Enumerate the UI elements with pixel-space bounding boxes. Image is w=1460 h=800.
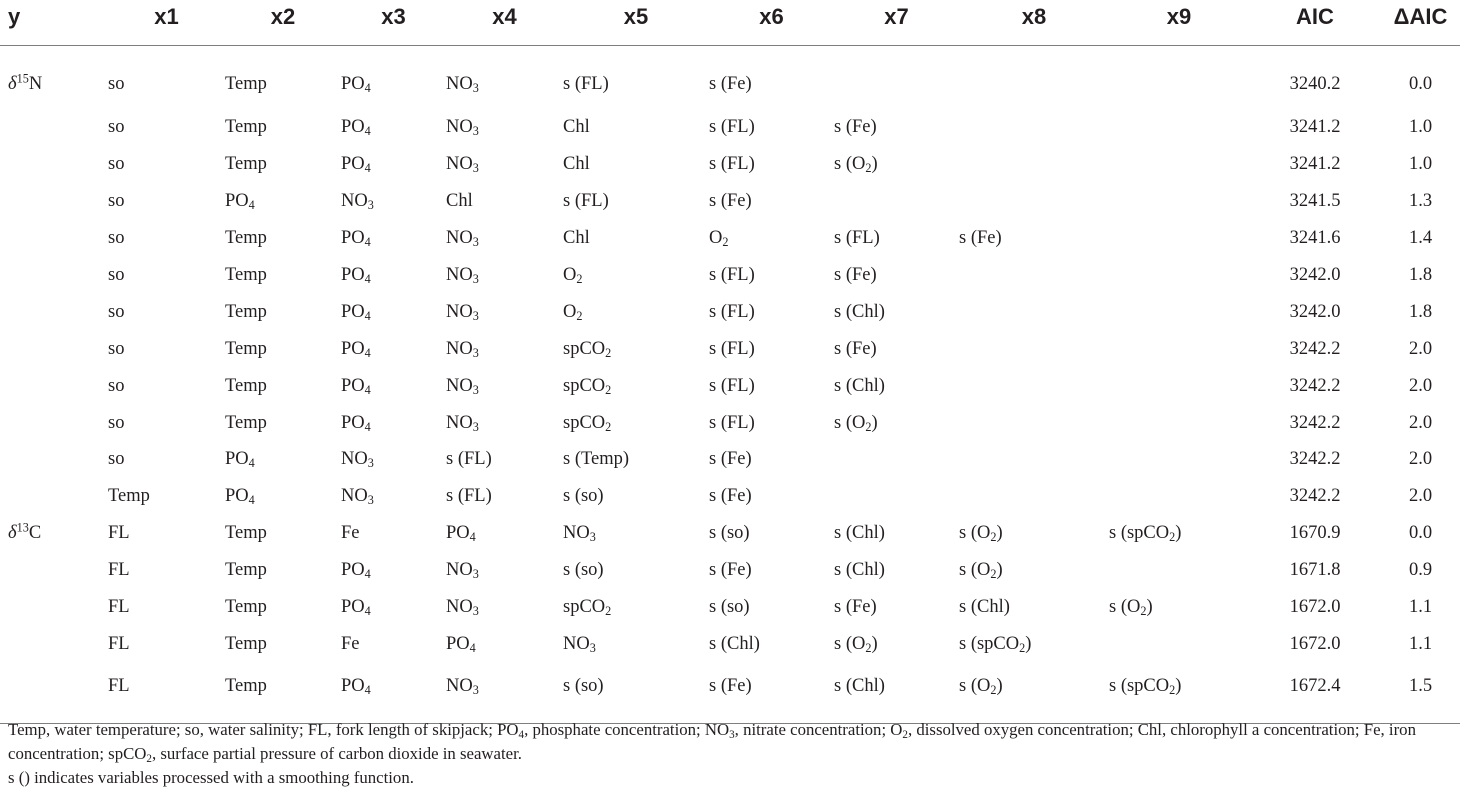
- table-cell: $NO_3$: [446, 265, 479, 287]
- table-cell: $O_2$: [563, 301, 583, 323]
- table-cell: [959, 110, 1109, 147]
- table-row: [0, 442, 1460, 479]
- table-cell: [959, 368, 1109, 405]
- table-cell: s (Chl): [959, 597, 1010, 618]
- table-cell: $O_2$: [709, 228, 729, 250]
- table-cell: [0, 331, 108, 368]
- table-cell: $NO_3$: [446, 375, 479, 397]
- table-cell: $PO_4$: [341, 676, 371, 698]
- table-cell: so: [108, 449, 125, 470]
- table-cell: Chl: [563, 154, 590, 175]
- column-header-x4: x4: [492, 4, 517, 29]
- table-cell: 1.0: [1408, 117, 1433, 138]
- table-cell: $NO_3$: [563, 633, 596, 655]
- table-cell: s (Chl): [834, 676, 885, 697]
- table-cell: $PO_4$: [341, 117, 371, 139]
- table-cell: [0, 294, 108, 331]
- table-cell: so: [108, 375, 125, 396]
- table-cell: $PO_4$: [225, 449, 255, 471]
- table-cell: [1109, 146, 1249, 183]
- table-cell: [959, 45, 1109, 110]
- table-cell: $PO_4$: [341, 560, 371, 582]
- table-cell: s (FL): [709, 265, 755, 285]
- table-cell: Temp: [225, 301, 267, 322]
- table-cell: [1109, 626, 1249, 663]
- table-cell: FL: [108, 633, 130, 654]
- table-cell: so: [108, 412, 125, 433]
- table-cell: $PO_4$: [225, 191, 255, 213]
- table-cell: [834, 45, 959, 110]
- table-cell: spCO$_2$: [563, 412, 612, 434]
- table-cell: $NO_3$: [446, 117, 479, 139]
- table-cell: 3241.5: [1289, 191, 1341, 212]
- table-cell: 2.0: [1408, 375, 1433, 396]
- table-cell: s (so): [709, 597, 750, 618]
- table-cell: $PO_4$: [341, 338, 371, 360]
- table-cell: s (FL): [563, 74, 609, 94]
- table-cell: 2.0: [1408, 412, 1433, 433]
- table-cell: s (FL): [709, 412, 755, 433]
- table-cell: 3242.2: [1289, 486, 1341, 507]
- table-cell: 3241.6: [1289, 228, 1341, 249]
- column-header-x7: x7: [884, 4, 909, 29]
- table-cell: Temp: [108, 486, 150, 507]
- footnote-abbreviations: Temp, water temperature; so, water salinity; FL, fork length of skipjack; $PO_4$, phosphate concentration; $NO_3$, nitrate concentration; $O_2$, dissolved oxygen concentration; Chl, chlorophyll a concentration; Fe, iron concentration; spCO$_2$, surface partial pressure of carbon dioxide in seawater.: [8, 720, 1416, 765]
- table-cell: 3242.2: [1289, 449, 1341, 470]
- column-header-x6: x6: [759, 4, 784, 29]
- table-cell: spCO$_2$: [563, 375, 612, 397]
- table-cell: s (so): [709, 523, 750, 544]
- table-cell: s $(O_2)$: [959, 523, 1003, 545]
- table-row: [0, 368, 1460, 405]
- column-header-x1: x1: [154, 4, 179, 29]
- table-cell: s (Chl): [834, 375, 885, 396]
- table-cell: [0, 405, 108, 442]
- table-cell: spCO$_2$: [563, 597, 612, 619]
- table-row: [0, 589, 1460, 626]
- table-cell: $NO_3$: [341, 191, 374, 213]
- table-cell: [959, 442, 1109, 479]
- table-row: [0, 515, 1460, 552]
- table-cell: s (spCO$_2$): [959, 633, 1032, 655]
- table-cell: [959, 257, 1109, 294]
- table-cell: s (FL): [709, 154, 755, 175]
- table-cell: [834, 478, 959, 515]
- table-cell: $NO_3$: [341, 449, 374, 471]
- column-header-delta-aic: ΔAIC: [1393, 4, 1448, 29]
- table-cell: 3242.0: [1289, 265, 1341, 285]
- table-cell: s (FL): [446, 486, 492, 507]
- table-cell: s (Fe): [959, 228, 1002, 249]
- table-cell: s $(O_2)$: [959, 560, 1003, 582]
- table-cell: 0.0: [1408, 74, 1433, 94]
- table-cell: s $(O_2)$: [959, 676, 1003, 698]
- table-row: [0, 183, 1460, 220]
- table-row: [0, 663, 1460, 724]
- table-cell: 3242.2: [1289, 412, 1341, 433]
- table-cell: [1109, 257, 1249, 294]
- table-cell: $PO_4$: [341, 154, 371, 176]
- column-header-y: y: [8, 4, 21, 29]
- table-cell: s $(O_2)$: [834, 154, 878, 176]
- table-cell: s (Fe): [709, 191, 752, 212]
- table-cell: $PO_4$: [341, 412, 371, 434]
- table-cell: s $(O_2)$: [834, 633, 878, 655]
- table-cell: [1109, 478, 1249, 515]
- table-cell: [1109, 183, 1249, 220]
- table-cell: Temp: [225, 560, 267, 581]
- table-cell: 1.0: [1408, 154, 1433, 175]
- table-cell: 3241.2: [1289, 154, 1341, 175]
- table-cell: [0, 146, 108, 183]
- table-cell: [959, 294, 1109, 331]
- table-row: [0, 45, 1460, 110]
- column-header-x8: x8: [1021, 4, 1047, 29]
- table-cell: Temp: [225, 154, 267, 175]
- table-cell: [1109, 405, 1249, 442]
- table-cell: [959, 331, 1109, 368]
- table-cell: s (so): [563, 560, 604, 581]
- table-cell: s (Fe): [834, 338, 877, 359]
- table-cell: $NO_3$: [446, 412, 479, 434]
- table-cell: 1670.9: [1289, 523, 1341, 544]
- table-row: [0, 626, 1460, 663]
- table-cell: $O_2$: [563, 265, 583, 287]
- table-cell: 3242.2: [1289, 338, 1341, 359]
- column-header-x9: x9: [1166, 4, 1192, 29]
- table-cell: [0, 589, 108, 626]
- table-cell: s (FL): [563, 191, 609, 212]
- table-cell: s (Chl): [834, 523, 885, 544]
- table-cell: 1672.0: [1289, 633, 1341, 654]
- table-cell: so: [108, 154, 125, 175]
- table-cell: s (Fe): [834, 117, 877, 138]
- table-cell: s (Fe): [709, 560, 752, 581]
- table-header-row: [0, 0, 1460, 45]
- table-cell: $NO_3$: [446, 597, 479, 619]
- table-cell: 3242.2: [1289, 375, 1341, 396]
- table-cell: 1672.0: [1289, 597, 1341, 618]
- table-cell: FL: [108, 676, 130, 697]
- table-row: [0, 257, 1460, 294]
- table-cell: [0, 552, 108, 589]
- table-cell: Temp: [225, 633, 267, 654]
- table-cell: [1109, 220, 1249, 257]
- table-body: [0, 45, 1460, 723]
- table-row: [0, 552, 1460, 589]
- table-cell: [1109, 552, 1249, 589]
- table-cell: $PO_4$: [446, 633, 476, 655]
- column-header-x3: x3: [381, 4, 406, 29]
- table-cell: s (Fe): [834, 597, 877, 618]
- table-cell: s (Chl): [834, 301, 885, 322]
- table-cell: Temp: [225, 412, 267, 433]
- table-cell: s $(O_2)$: [834, 412, 878, 434]
- table-cell: so: [108, 338, 125, 359]
- table-cell: 1672.4: [1289, 676, 1341, 697]
- table-cell: $PO_4$: [341, 265, 371, 287]
- table-cell: Temp: [225, 74, 267, 94]
- table-cell: 1.4: [1408, 228, 1433, 249]
- footnote-smoothing: s () indicates variables processed with a smoothing function.: [8, 768, 414, 787]
- table-cell: $NO_3$: [341, 486, 374, 508]
- table-cell: Temp: [225, 597, 267, 618]
- table-cell: Temp: [225, 117, 267, 138]
- table-cell: Fe: [341, 523, 360, 544]
- table-cell: $PO_4$: [225, 486, 255, 508]
- table-cell: so: [108, 301, 125, 322]
- table-cell: FL: [108, 560, 130, 581]
- table-cell: 2.0: [1408, 449, 1433, 470]
- table-cell: 1.5: [1408, 676, 1433, 697]
- table-cell: 0.9: [1408, 560, 1433, 581]
- table-cell: [834, 442, 959, 479]
- table-cell: [1109, 110, 1249, 147]
- table-cell: $PO_4$: [341, 228, 371, 250]
- table-cell: 1.8: [1408, 301, 1433, 322]
- table-cell: so: [108, 191, 125, 212]
- table-cell: $NO_3$: [446, 338, 479, 360]
- table-cell: 1.1: [1408, 633, 1433, 654]
- table-cell: [0, 478, 108, 515]
- table-cell: so: [108, 265, 125, 285]
- table-cell: 0.0: [1408, 523, 1433, 544]
- table-cell: $NO_3$: [446, 228, 479, 250]
- table-cell: 1671.8: [1289, 560, 1341, 581]
- table-cell: [1109, 442, 1249, 479]
- table-cell: [959, 146, 1109, 183]
- table-cell: Chl: [446, 191, 473, 212]
- table-cell: s (Chl): [709, 633, 760, 654]
- table-cell: $NO_3$: [446, 74, 479, 96]
- table-cell: [959, 183, 1109, 220]
- table-cell: [0, 110, 108, 147]
- table-cell: Chl: [563, 117, 590, 138]
- table-cell: [0, 368, 108, 405]
- table-cell: s (FL): [709, 117, 755, 138]
- table-cell: $NO_3$: [446, 560, 479, 582]
- table-cell: 1.3: [1408, 191, 1433, 212]
- table-cell: [1109, 331, 1249, 368]
- table-cell: s (Fe): [709, 676, 752, 697]
- table-cell: Chl: [563, 228, 590, 249]
- table-cell: [0, 663, 108, 724]
- table-cell: $NO_3$: [446, 154, 479, 176]
- table-cell: s (FL): [709, 375, 755, 396]
- table-cell: Temp: [225, 338, 267, 359]
- table-cell: Temp: [225, 265, 267, 285]
- table-cell: [959, 478, 1109, 515]
- table-cell: s (Fe): [709, 449, 752, 470]
- table-cell: so: [108, 117, 125, 138]
- table-cell: 2.0: [1408, 486, 1433, 507]
- column-header-aic: AIC: [1296, 4, 1334, 29]
- table-cell: Fe: [341, 633, 360, 654]
- table-cell: $PO_4$: [446, 523, 476, 545]
- table-row: [0, 220, 1460, 257]
- table-cell: [0, 257, 108, 294]
- table-row: [0, 331, 1460, 368]
- table-cell: s (Fe): [834, 265, 877, 285]
- table-cell: s (spCO$_2$): [1109, 676, 1182, 698]
- table-cell: [1109, 368, 1249, 405]
- table-cell: s (so): [563, 486, 604, 507]
- table-cell: s (FL): [709, 301, 755, 322]
- table-row: [0, 110, 1460, 147]
- table-cell: s (FL): [446, 449, 492, 470]
- table-cell: 1.8: [1408, 265, 1433, 285]
- table-cell: 2.0: [1408, 338, 1433, 359]
- table-cell: $NO_3$: [446, 301, 479, 323]
- table-cell: 1.1: [1408, 597, 1433, 618]
- table-cell: Temp: [225, 228, 267, 249]
- table-row: [0, 294, 1460, 331]
- column-header-x5: x5: [623, 4, 649, 29]
- table-cell: Temp: [225, 375, 267, 396]
- table-cell: $\delta^{13}C$: [8, 520, 42, 544]
- table-cell: [0, 626, 108, 663]
- table-cell: Temp: [225, 676, 267, 697]
- table-cell: [959, 405, 1109, 442]
- table-cell: so: [108, 228, 125, 249]
- table-cell: [1109, 294, 1249, 331]
- table-cell: $NO_3$: [446, 676, 479, 698]
- table-cell: s (FL): [709, 338, 755, 359]
- table-cell: spCO$_2$: [563, 338, 612, 360]
- table-cell: [1109, 45, 1249, 110]
- table-cell: $PO_4$: [341, 597, 371, 619]
- table-cell: FL: [108, 523, 130, 544]
- table-cell: s (Temp): [563, 449, 630, 470]
- table-cell: $NO_3$: [563, 523, 596, 545]
- table-row: [0, 405, 1460, 442]
- table-cell: [0, 183, 108, 220]
- table-cell: 3241.2: [1289, 117, 1341, 138]
- table-footnotes: [8, 718, 1453, 790]
- column-header-x2: x2: [270, 4, 296, 29]
- table-cell: s (FL): [834, 228, 880, 249]
- table-cell: $PO_4$: [341, 74, 371, 96]
- table-cell: s (so): [563, 676, 604, 697]
- table-cell: 3242.0: [1289, 301, 1341, 322]
- table-row: [0, 146, 1460, 183]
- table-cell: s (Fe): [709, 74, 752, 94]
- table-row: [0, 478, 1460, 515]
- table-cell: [834, 183, 959, 220]
- table-cell: 3240.2: [1289, 74, 1341, 94]
- table-cell: [0, 442, 108, 479]
- table-cell: [0, 220, 108, 257]
- table-cell: s $(O_2)$: [1109, 597, 1153, 619]
- table-cell: s (Fe): [709, 486, 752, 507]
- table-cell: s (Chl): [834, 560, 885, 581]
- table-cell: FL: [108, 597, 130, 618]
- table-cell: Temp: [225, 523, 267, 544]
- table-cell: $PO_4$: [341, 375, 371, 397]
- table-cell: $\delta^{15}N$: [8, 71, 43, 94]
- table-cell: $PO_4$: [341, 301, 371, 323]
- table-cell: s (spCO$_2$): [1109, 523, 1182, 545]
- table-cell: so: [108, 74, 125, 94]
